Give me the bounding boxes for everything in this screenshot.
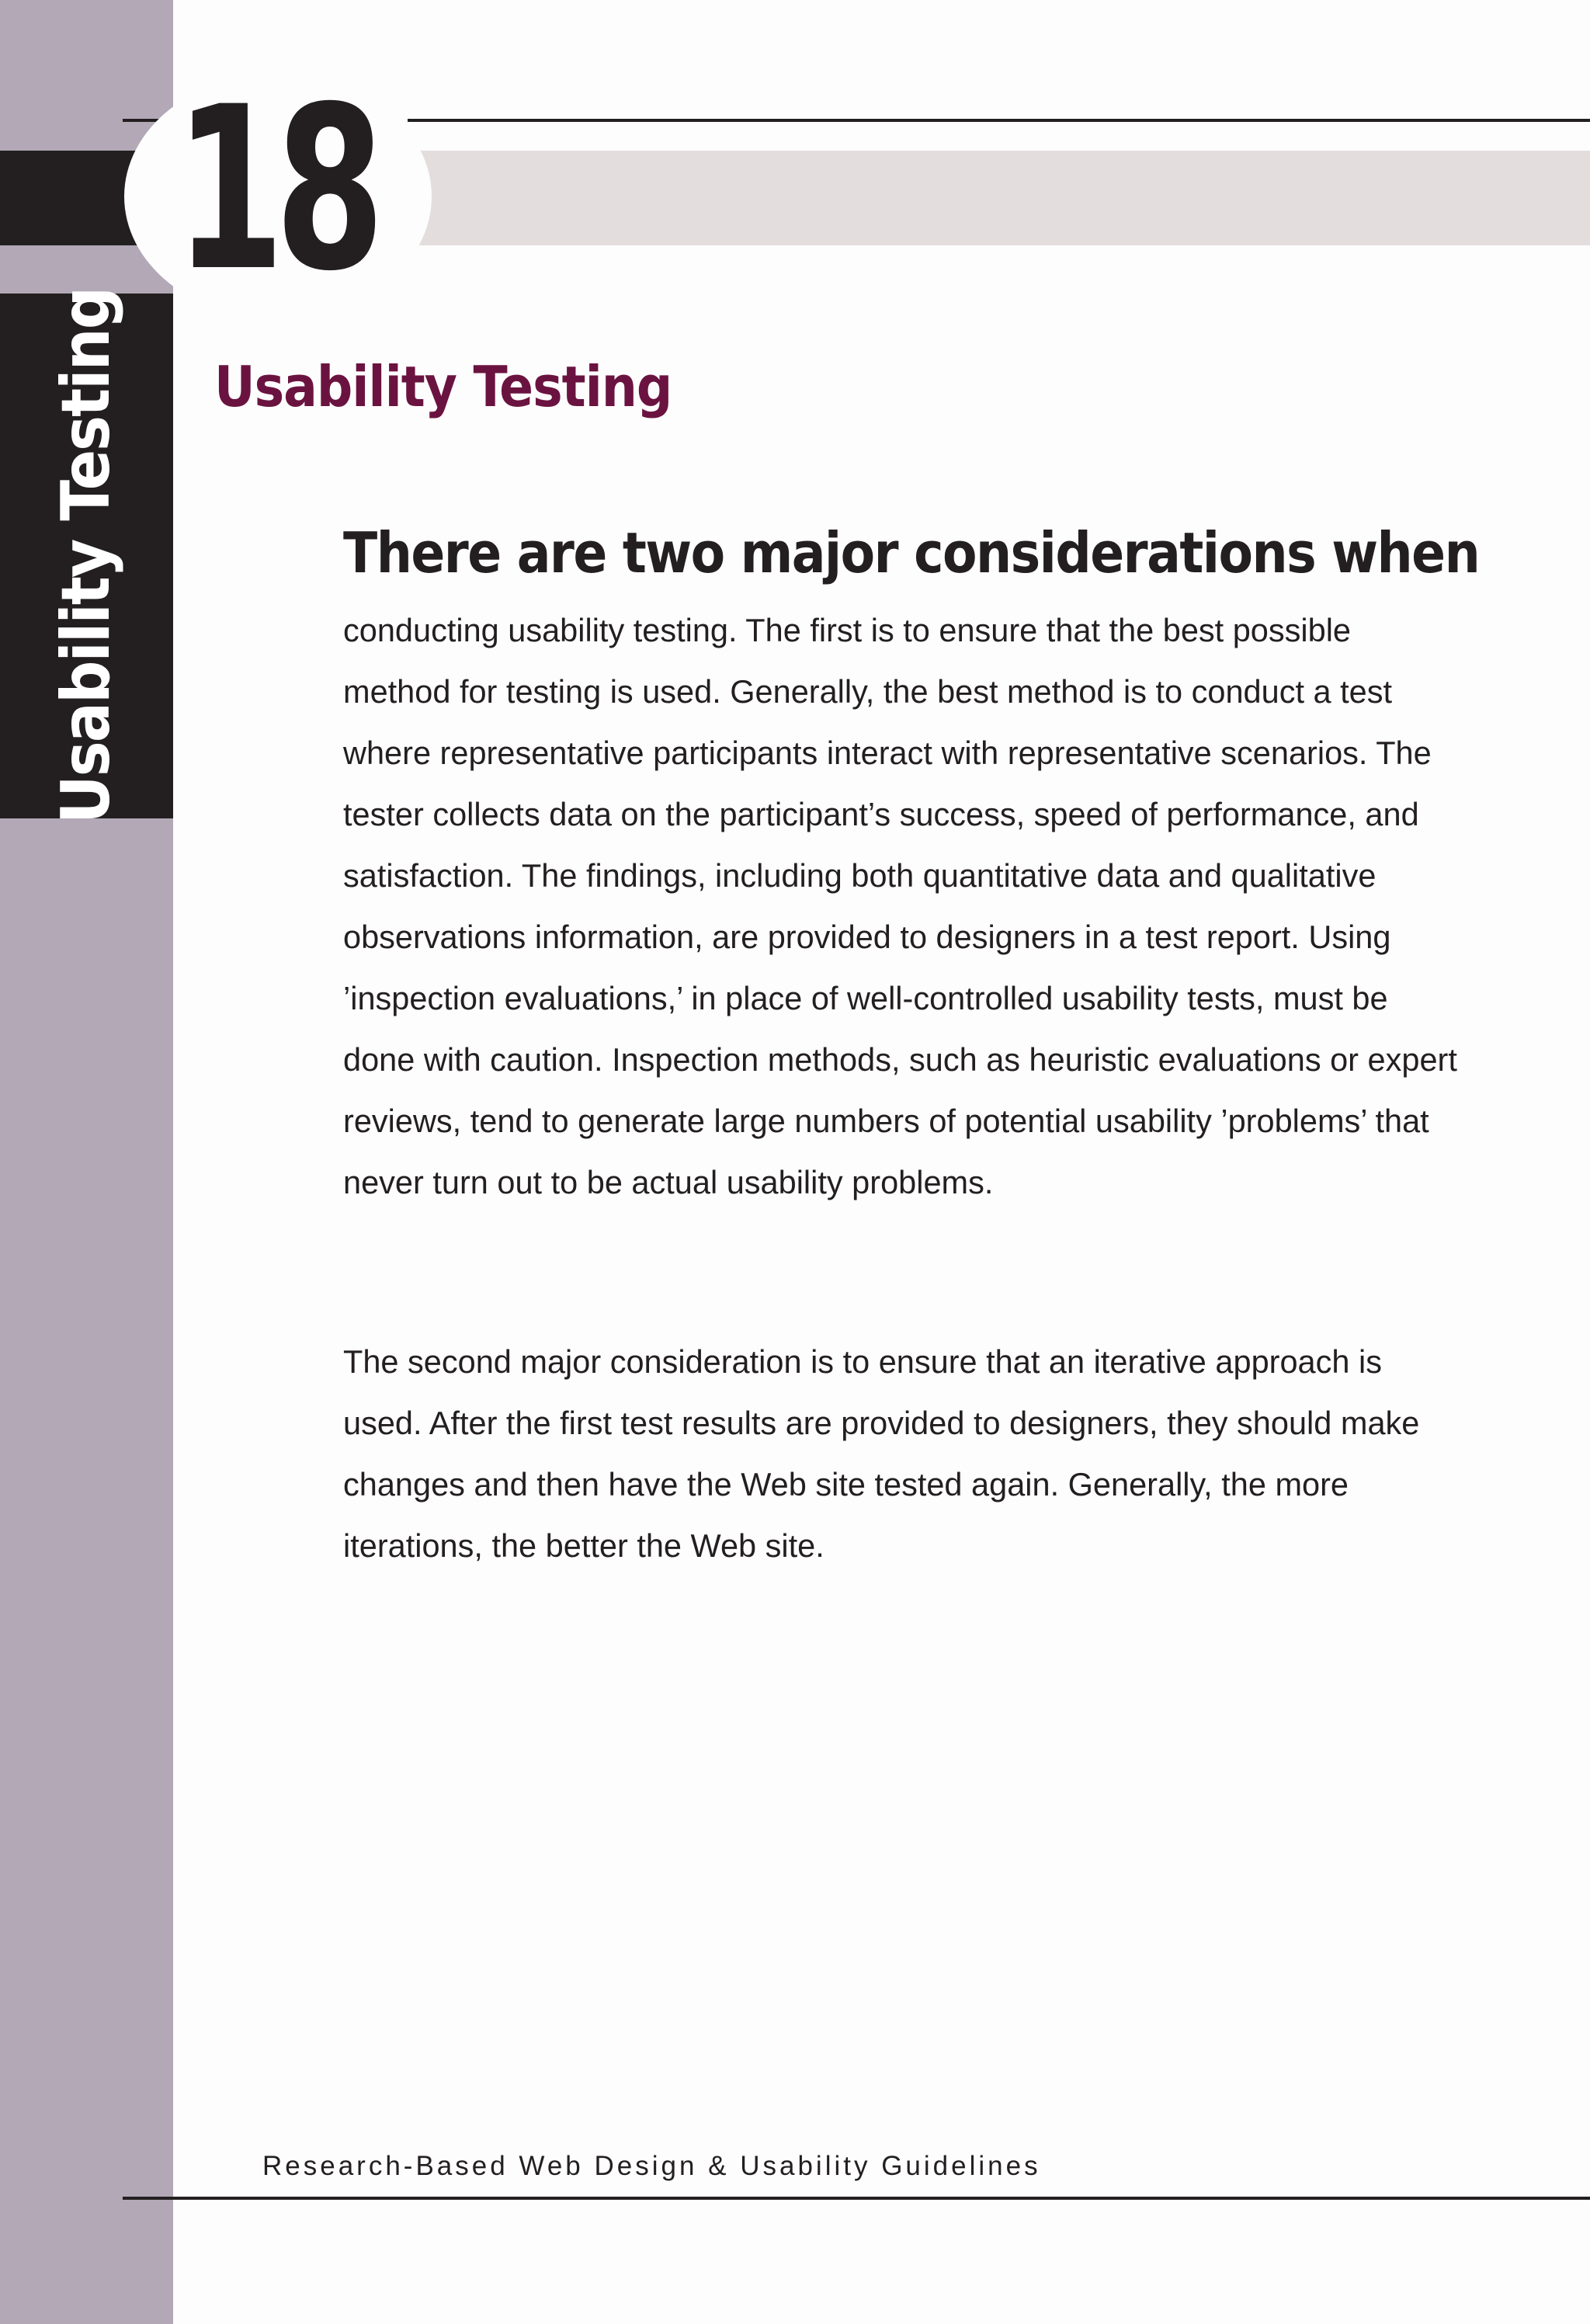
footer-text: Research-Based Web Design & Usability Guidelines — [262, 2151, 1041, 2181]
intro-paragraph-2: The second major consideration is to ensure that an iterative approach is used. After the first test results are provided to designers, they should make changes and then have the Web site tested again. Generally, the more iterations, the better the Web site. — [343, 1343, 1420, 1564]
intro-paragraph-1: conducting usability testing. The first is to ensure that the best possible method for testing is used. Generally, the best method is to conduct a test where representative participants interact with representative scenarios. The tester collects data on the participant’s success, speed of performance, and satisfaction. The findings, including both quantitative data and qualitative observations information, are provided to designers in a test report. Using ’inspection evaluations,’ in place of well-controlled usability tests, must be done with caution. Inspection methods, such as heuristic evaluations or expert reviews, tend to generate large numbers of potential usability ’problems’ that never turn out to be actual usability problems. — [343, 612, 1457, 1200]
chapter-side-tab — [0, 287, 173, 825]
intro-lead-in: There are two major considerations when — [343, 520, 1480, 585]
header-grey-band — [419, 151, 1590, 245]
section-title: Usability Testing — [214, 354, 672, 419]
top-rule-right — [408, 119, 1590, 122]
footer-rule — [123, 2197, 1590, 2200]
chapter-number: 18 — [175, 59, 376, 321]
chapter-side-tab-label: Usability Testing — [47, 287, 125, 825]
